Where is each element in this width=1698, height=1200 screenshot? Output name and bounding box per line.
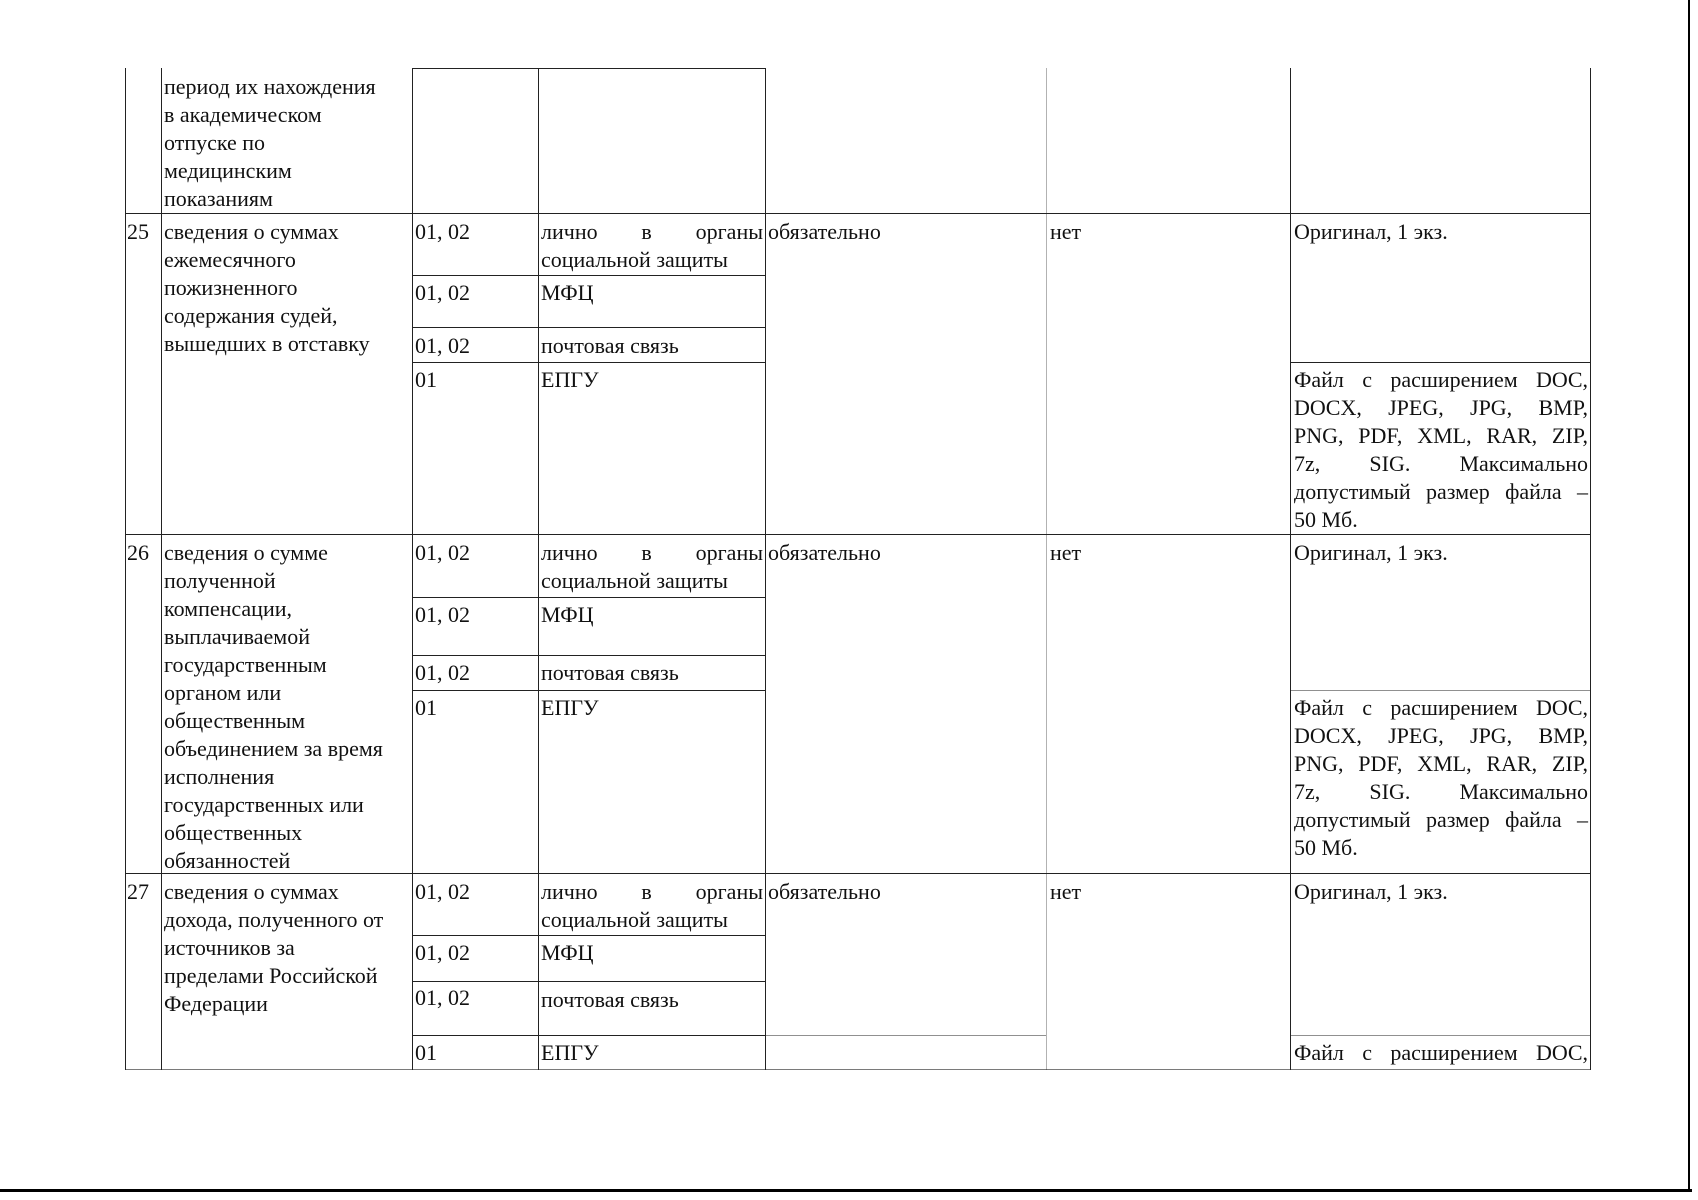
- text-line: лично в органы: [541, 879, 763, 904]
- obligation-cell: обязательно: [768, 879, 881, 904]
- text-line: лично в органы: [541, 540, 763, 565]
- method-cell: МФЦ: [541, 280, 594, 305]
- code-cell: 01, 02: [415, 333, 470, 358]
- text-line: показаниям: [164, 186, 273, 211]
- grid-line: [412, 935, 766, 936]
- form-file: [1294, 1039, 1588, 1067]
- text-line: объединением за время: [164, 736, 383, 761]
- grid-line: [161, 68, 162, 1070]
- form-original: Оригинал, 1 экз.: [1294, 540, 1448, 565]
- text-line: 7z, SIG. Максимально: [1294, 779, 1588, 804]
- method-cell: МФЦ: [541, 940, 594, 965]
- grid-line: [412, 1035, 766, 1036]
- code-cell: 01: [415, 695, 437, 720]
- text-line: источников за: [164, 935, 295, 960]
- code-cell: 01, 02: [415, 985, 470, 1010]
- form-file: [1294, 366, 1588, 534]
- grid-line: [412, 327, 766, 328]
- code-cell: 01: [415, 367, 437, 392]
- text-line: выплачиваемой: [164, 624, 310, 649]
- grid-line: [1290, 690, 1591, 691]
- grid-line: [1590, 68, 1591, 1070]
- obligation-cell: обязательно: [768, 219, 881, 244]
- text-line: Федерации: [164, 991, 268, 1016]
- text-line: общественным: [164, 708, 306, 733]
- grid-line: [125, 1069, 1591, 1070]
- grid-line: [125, 213, 1591, 214]
- name-cell: [164, 539, 383, 875]
- text-line: содержания судей,: [164, 303, 338, 328]
- scan-edge-right: [1688, 0, 1690, 1190]
- text-line: отпуске по: [164, 130, 266, 155]
- grid-line: [125, 534, 1591, 535]
- grid-line: [538, 68, 539, 1070]
- scan-edge-bottom: [0, 1189, 1692, 1192]
- method-cell: [541, 218, 763, 274]
- text-line: исполнения: [164, 764, 275, 789]
- text-line: лично в органы: [541, 219, 763, 244]
- method-cell: [541, 878, 763, 934]
- row-number: 27: [127, 879, 149, 904]
- text-line: допустимый размер файла –: [1294, 479, 1588, 504]
- grid-line: [765, 1035, 1046, 1036]
- text-line: Файл с расширением DOC,: [1294, 695, 1588, 720]
- form-original: Оригинал, 1 экз.: [1294, 879, 1448, 904]
- grid-line: [412, 68, 413, 1070]
- code-cell: 01, 02: [415, 219, 470, 244]
- code-cell: 01, 02: [415, 280, 470, 305]
- code-cell: 01, 02: [415, 602, 470, 627]
- text-line: государственным: [164, 652, 327, 677]
- text-line: полученной: [164, 568, 276, 593]
- flag-cell: нет: [1050, 219, 1082, 244]
- code-cell: 01: [415, 1040, 437, 1065]
- method-cell: почтовая связь: [541, 333, 679, 358]
- text-line: сведения о суммах: [164, 219, 339, 244]
- text-line: дохода, полученного от: [164, 907, 384, 932]
- text-line: социальной защиты: [541, 907, 728, 932]
- grid-line: [1290, 68, 1291, 1070]
- grid-line: [412, 68, 766, 69]
- text-line: компенсации,: [164, 596, 293, 621]
- text-line: социальной защиты: [541, 247, 728, 272]
- text-line: Файл с расширением DOC,: [1294, 367, 1588, 392]
- code-cell: 01, 02: [415, 540, 470, 565]
- grid-line: [412, 275, 766, 276]
- form-file: [1294, 694, 1588, 862]
- text-line: DOCX, JPEG, JPG, BMP,: [1294, 723, 1588, 748]
- text-line: органом или: [164, 680, 282, 705]
- text-line: сведения о сумме: [164, 540, 328, 565]
- grid-line: [412, 655, 766, 656]
- text-line: PNG, PDF, XML, RAR, ZIP,: [1294, 423, 1588, 448]
- method-cell: ЕПГУ: [541, 1040, 599, 1065]
- text-line: допустимый размер файла –: [1294, 807, 1588, 832]
- name-cell: [164, 73, 376, 213]
- text-line: сведения о суммах: [164, 879, 339, 904]
- text-line: 50 Мб.: [1294, 507, 1358, 532]
- text-line: государственных или: [164, 792, 364, 817]
- text-line: Файл с расширением DOC,: [1294, 1040, 1588, 1065]
- name-cell: [164, 218, 370, 358]
- text-line: период их нахождения: [164, 74, 376, 99]
- text-line: ежемесячного: [164, 247, 296, 272]
- code-cell: 01, 02: [415, 879, 470, 904]
- text-line: в академическом: [164, 102, 322, 127]
- text-line: 50 Мб.: [1294, 835, 1358, 860]
- grid-line: [125, 68, 126, 1070]
- method-cell: [541, 539, 763, 595]
- text-line: DOCX, JPEG, JPG, BMP,: [1294, 395, 1588, 420]
- grid-line: [412, 362, 766, 363]
- obligation-cell: обязательно: [768, 540, 881, 565]
- method-cell: МФЦ: [541, 602, 594, 627]
- grid-line: [412, 981, 766, 982]
- method-cell: почтовая связь: [541, 987, 679, 1012]
- text-line: 7z, SIG. Максимально: [1294, 451, 1588, 476]
- grid-line: [765, 68, 766, 1070]
- flag-cell: нет: [1050, 540, 1082, 565]
- text-line: пожизненного: [164, 275, 298, 300]
- grid-line: [412, 597, 766, 598]
- text-line: медицинским: [164, 158, 292, 183]
- grid-line: [1046, 68, 1047, 1070]
- text-line: социальной защиты: [541, 568, 728, 593]
- text-line: общественных: [164, 820, 303, 845]
- text-line: пределами Российской: [164, 963, 378, 988]
- flag-cell: нет: [1050, 879, 1082, 904]
- method-cell: ЕПГУ: [541, 367, 599, 392]
- text-line: обязанностей: [164, 848, 291, 873]
- row-number: 25: [127, 219, 149, 244]
- grid-line: [412, 690, 766, 691]
- form-original: Оригинал, 1 экз.: [1294, 219, 1448, 244]
- grid-line: [1290, 1035, 1591, 1036]
- text-line: PNG, PDF, XML, RAR, ZIP,: [1294, 751, 1588, 776]
- method-cell: почтовая связь: [541, 660, 679, 685]
- name-cell: [164, 878, 383, 1018]
- method-cell: ЕПГУ: [541, 695, 599, 720]
- grid-line: [1290, 362, 1591, 363]
- code-cell: 01, 02: [415, 660, 470, 685]
- code-cell: 01, 02: [415, 940, 470, 965]
- text-line: вышедших в отставку: [164, 331, 370, 356]
- row-number: 26: [127, 540, 149, 565]
